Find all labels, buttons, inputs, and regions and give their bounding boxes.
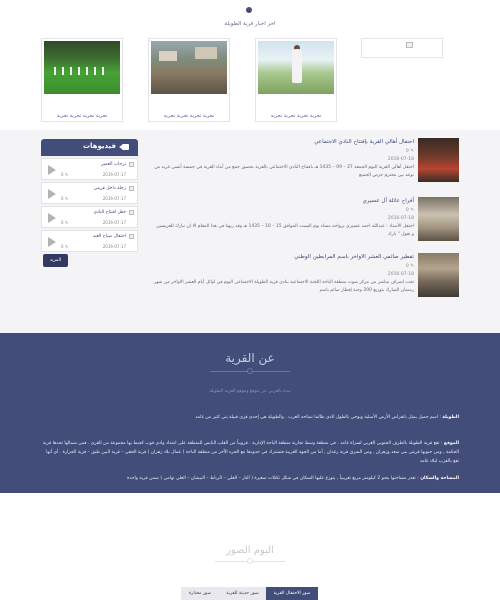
videos-widget [41,139,138,269]
article-title[interactable]: احتفال أهالي القرية بإفتتاح النادي الاجتماعي [314,139,414,145]
article-item [150,252,459,306]
video-date: 2016-07-17 [102,244,126,249]
video-item[interactable] [41,230,138,252]
about-section [0,333,500,493]
section-dot-icon [246,7,252,13]
comment-count: 0 [405,149,409,154]
article-date: 2016-07-18 [387,272,414,277]
video-date: 2016-07-17 [102,220,126,225]
more-videos-button[interactable]: المزيد [43,254,68,267]
news-card-1[interactable] [361,38,443,58]
article-item [150,137,459,191]
article-excerpt: تحت اشراف مباشر من مركز صوت منطقة الباحة اللجنة الاجتماعية بنادي قرية الطويلة الاجتماعي اليوم في اوائل أيام العشر الاواخر من شهر رمضان المبارك بتوزيع 200 وجبة إفطار صائم باسم [154,280,414,293]
news-card-2[interactable] [255,38,337,122]
video-comment-count: ✎ 0 [61,196,69,201]
latest-news-section [0,0,500,130]
photo-album-section [0,493,500,600]
article-comments: ✎ 0 [405,264,414,269]
broken-image-icon [406,42,413,48]
about-paragraph-location: الموقع : تقع قرية الطويلة بالطرف الجنوبي الغربي لسراة غامد . في منطقة وسط تجارية منطقة الباحة الإدارية . قرويباً من القلب النابض للمنطقة على امتداد وادي قوب كجبط بها مجموعة من القرى . فمن شمالها تحدها قرية الحكمة , ومن جنوبها قريتي بني سعد وزهران , ومن الشرق قرية رغدان , أما من الجهة الغربية فتشترك في حدودها مع الجزء الآخر من منطقة الباحة ( عمال بلاد زهران ) قرية الحقي – قرية البين طبق – قرية الجزارة . أي أنها تقع بالقرب لبلاد غامد [42,441,459,464]
news-card-caption[interactable]: تجربة تجربة تجربة تجربة [163,113,215,119]
comment-count: 0 [405,264,409,269]
tab-village-celebration-photos[interactable]: صور الاحتفال القرية [266,587,318,600]
comment-count: 0 [405,208,409,213]
video-item[interactable] [41,182,138,204]
article-excerpt: احتفل الأستاذ : عبدالله احمد عسيري بزواجه مساء يوم السبت الموافق 15 – 10 – 1435 هـ وقد ربهنا في هذا المقام الا ان نبارك للعريسين و نقول " بارك [156,224,414,237]
news-card-image[interactable] [258,41,334,94]
divider-dot-icon [247,558,253,564]
article-excerpt: احتفل أهالي القرية اليوم الجمعة 27 – 09 – 1435 هـ بافتتاح النادي الاجتماعي بالقرية بحضور جمع من أبناء القرية في جمسة أنسي غريد من نوعه بين محترم حرص الجميع [154,165,414,178]
video-comment-count: ✎ 0 [61,244,69,249]
article-title[interactable]: تفطير صائمي العشر الاواخر باسم المرابطين الوطني [294,254,414,260]
play-icon[interactable] [48,165,56,175]
article-image[interactable] [418,253,459,297]
about-subtitle: نبذة بالعربي عن موقع وموقع القرية الطويلة [209,389,291,394]
play-icon[interactable] [48,189,56,199]
article-date: 2016-07-18 [387,157,414,162]
article-date: 2016-07-18 [387,216,414,221]
video-item[interactable] [41,206,138,228]
video-comment-count: ✎ 0 [61,172,69,177]
video-title[interactable]: حفل افتتاح النادي [93,210,126,215]
play-icon[interactable] [48,213,56,223]
video-title[interactable]: رحلة داخل قريتي [93,186,126,191]
video-thumbnail-icon [129,210,134,215]
video-item[interactable] [41,158,138,180]
album-title: البوم الصور [226,545,274,556]
article-comments: ✎ 0 [405,149,414,154]
video-title[interactable]: احتفال صباح العيد [92,234,126,239]
about-paragraph-area: المساحة والسكان : تقدر مساحتها بنحو 2 كيلومتر مربع تقريبياً , يتوزع عليها السكان في شكل تكتلات صغيرة ( النار – العلي – الرباط – البيشان – العلي تهامي ) ضمن قرية واحدة [126,476,459,481]
videos-header [41,139,138,156]
video-title[interactable]: ترحاب العمير [101,162,126,167]
video-camera-icon [122,144,129,150]
video-date: 2016-07-17 [102,172,126,177]
video-thumbnail-icon [129,186,134,191]
video-comment-count: ✎ 0 [61,220,69,225]
about-paragraph-name: الطويلة : اسم جميل يمثل بانقراض الأرض الأصلية ويوحي بالطول الذي طالما تمتاحه العرب . والطويلة هي إحدى قرى قبيلة بني كثير من غامد [195,415,459,420]
video-thumbnail-icon [129,234,134,239]
play-icon[interactable] [48,237,56,247]
news-card-caption[interactable]: تجربة تجربة تجربة تجربة [56,113,108,119]
news-card-4[interactable] [41,38,123,122]
news-card-caption[interactable]: تجربة تجربة تجربة تجربة [270,113,322,119]
video-date: 2016-07-17 [102,196,126,201]
article-image[interactable] [418,138,459,182]
news-card-image[interactable] [44,41,120,94]
tab-selected-photos[interactable]: صور مختارة [181,587,219,600]
about-title: عن القرية [225,351,275,365]
article-comments: ✎ 0 [405,208,414,213]
article-title[interactable]: أفراح عائلة آل عسيري [362,198,414,204]
news-card-image[interactable] [151,41,227,94]
tab-recent-village-photos[interactable]: صور حديثة للقرية [219,587,266,600]
video-thumbnail-icon [129,162,134,167]
news-card-3[interactable] [148,38,230,122]
news-heading: اخر اخبار قرية الطويلة [224,21,276,27]
videos-title: فيديوهات [82,142,116,150]
divider-dot-icon [247,368,253,374]
article-image[interactable] [418,197,459,241]
article-item [150,196,459,250]
